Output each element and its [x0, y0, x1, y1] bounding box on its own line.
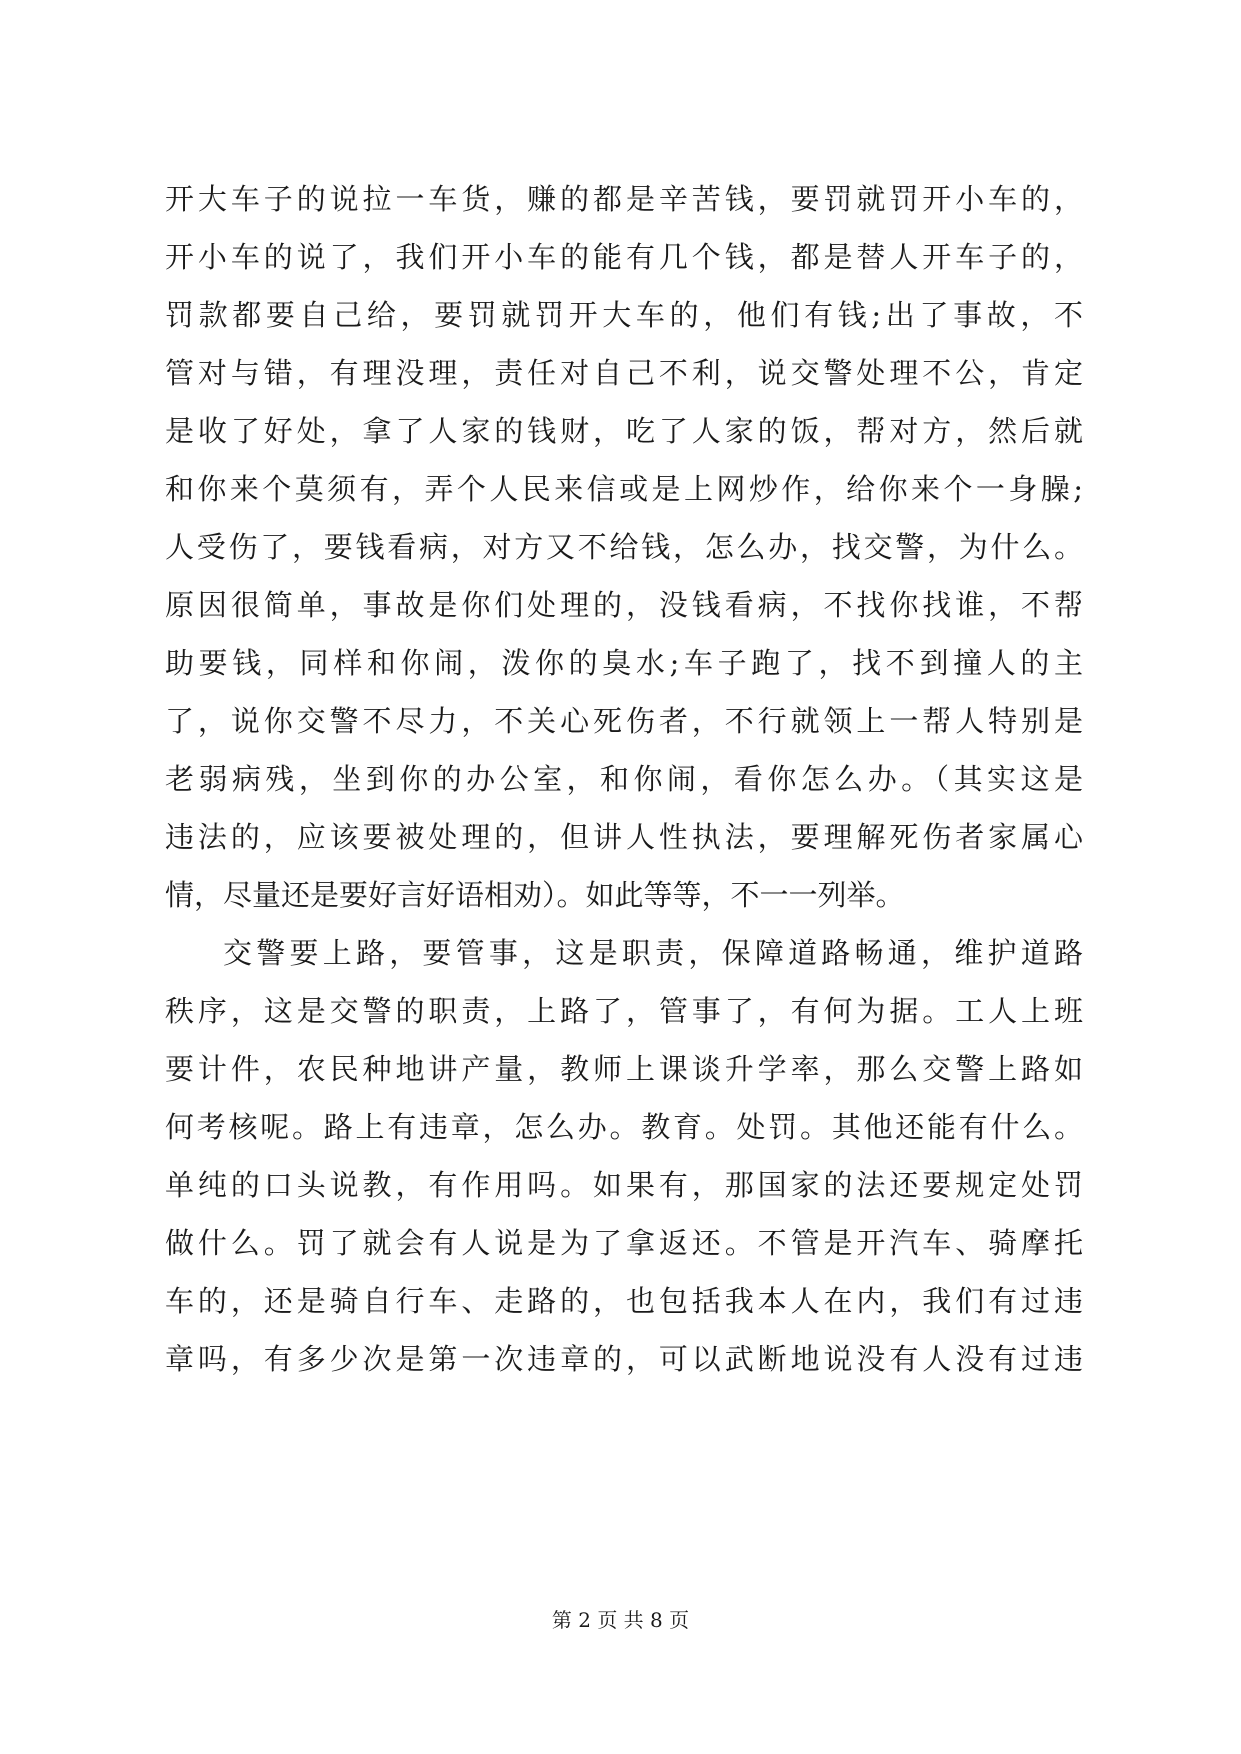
text-line: 单纯的口头说教，有作用吗。如果有，那国家的法还要规定处罚 — [165, 1168, 1083, 1202]
text-line: 罚款都要自己给，要罚就罚开大车的，他们有钱;出了事故，不 — [165, 298, 1083, 332]
text-line: 何考核呢。路上有违章，怎么办。教育。处罚。其他还能有什么。 — [165, 1110, 1083, 1144]
text-line: 和你来个莫须有，弄个人民来信或是上网炒作，给你来个一身臊; — [165, 472, 1083, 506]
text-line: 管对与错，有理没理，责任对自己不利，说交警处理不公，肯定 — [165, 356, 1083, 390]
text-line: 是收了好处，拿了人家的钱财，吃了人家的饭，帮对方，然后就 — [165, 414, 1083, 448]
text-line: 要计件，农民种地讲产量，教师上课谈升学率，那么交警上路如 — [165, 1052, 1083, 1086]
text-line: 章吗，有多少次是第一次违章的，可以武断地说没有人没有过违 — [165, 1342, 1083, 1376]
text-line: 助要钱，同样和你闹，泼你的臭水;车子跑了，找不到撞人的主 — [165, 646, 1083, 680]
text-line: 车的，还是骑自行车、走路的，也包括我本人在内，我们有过违 — [165, 1284, 1083, 1318]
text-line: 开小车的说了，我们开小车的能有几个钱，都是替人开车子的， — [165, 240, 1083, 274]
text-line: 做什么。罚了就会有人说是为了拿返还。不管是开汽车、骑摩托 — [165, 1226, 1083, 1260]
page-footer: 第 2 页 共 8 页 — [551, 1608, 690, 1632]
text-line: 老弱病残，坐到你的办公室，和你闹，看你怎么办。（其实这是 — [165, 762, 1083, 796]
text-line: 情，尽量还是要好言好语相劝）。如此等等，不一一列举。 — [165, 878, 905, 912]
text-line: 违法的，应该要被处理的，但讲人性执法，要理解死伤者家属心 — [165, 820, 1083, 854]
text-line: 秩序，这是交警的职责，上路了，管事了，有何为据。工人上班 — [165, 994, 1083, 1028]
document-body — [165, 170, 1083, 1388]
paragraph — [165, 924, 1083, 1388]
text-line: 原因很简单，事故是你们处理的，没钱看病，不找你找谁，不帮 — [165, 588, 1083, 622]
text-line: 人受伤了，要钱看病，对方又不给钱，怎么办，找交警，为什么。 — [165, 530, 1083, 564]
text-line: 了，说你交警不尽力，不关心死伤者，不行就领上一帮人特别是 — [165, 704, 1083, 738]
paragraph — [165, 170, 1083, 924]
text-line: 开大车子的说拉一车货，赚的都是辛苦钱，要罚就罚开小车的， — [165, 182, 1083, 216]
text-line: 交警要上路，要管事，这是职责，保障道路畅通，维护道路 — [223, 936, 1083, 970]
